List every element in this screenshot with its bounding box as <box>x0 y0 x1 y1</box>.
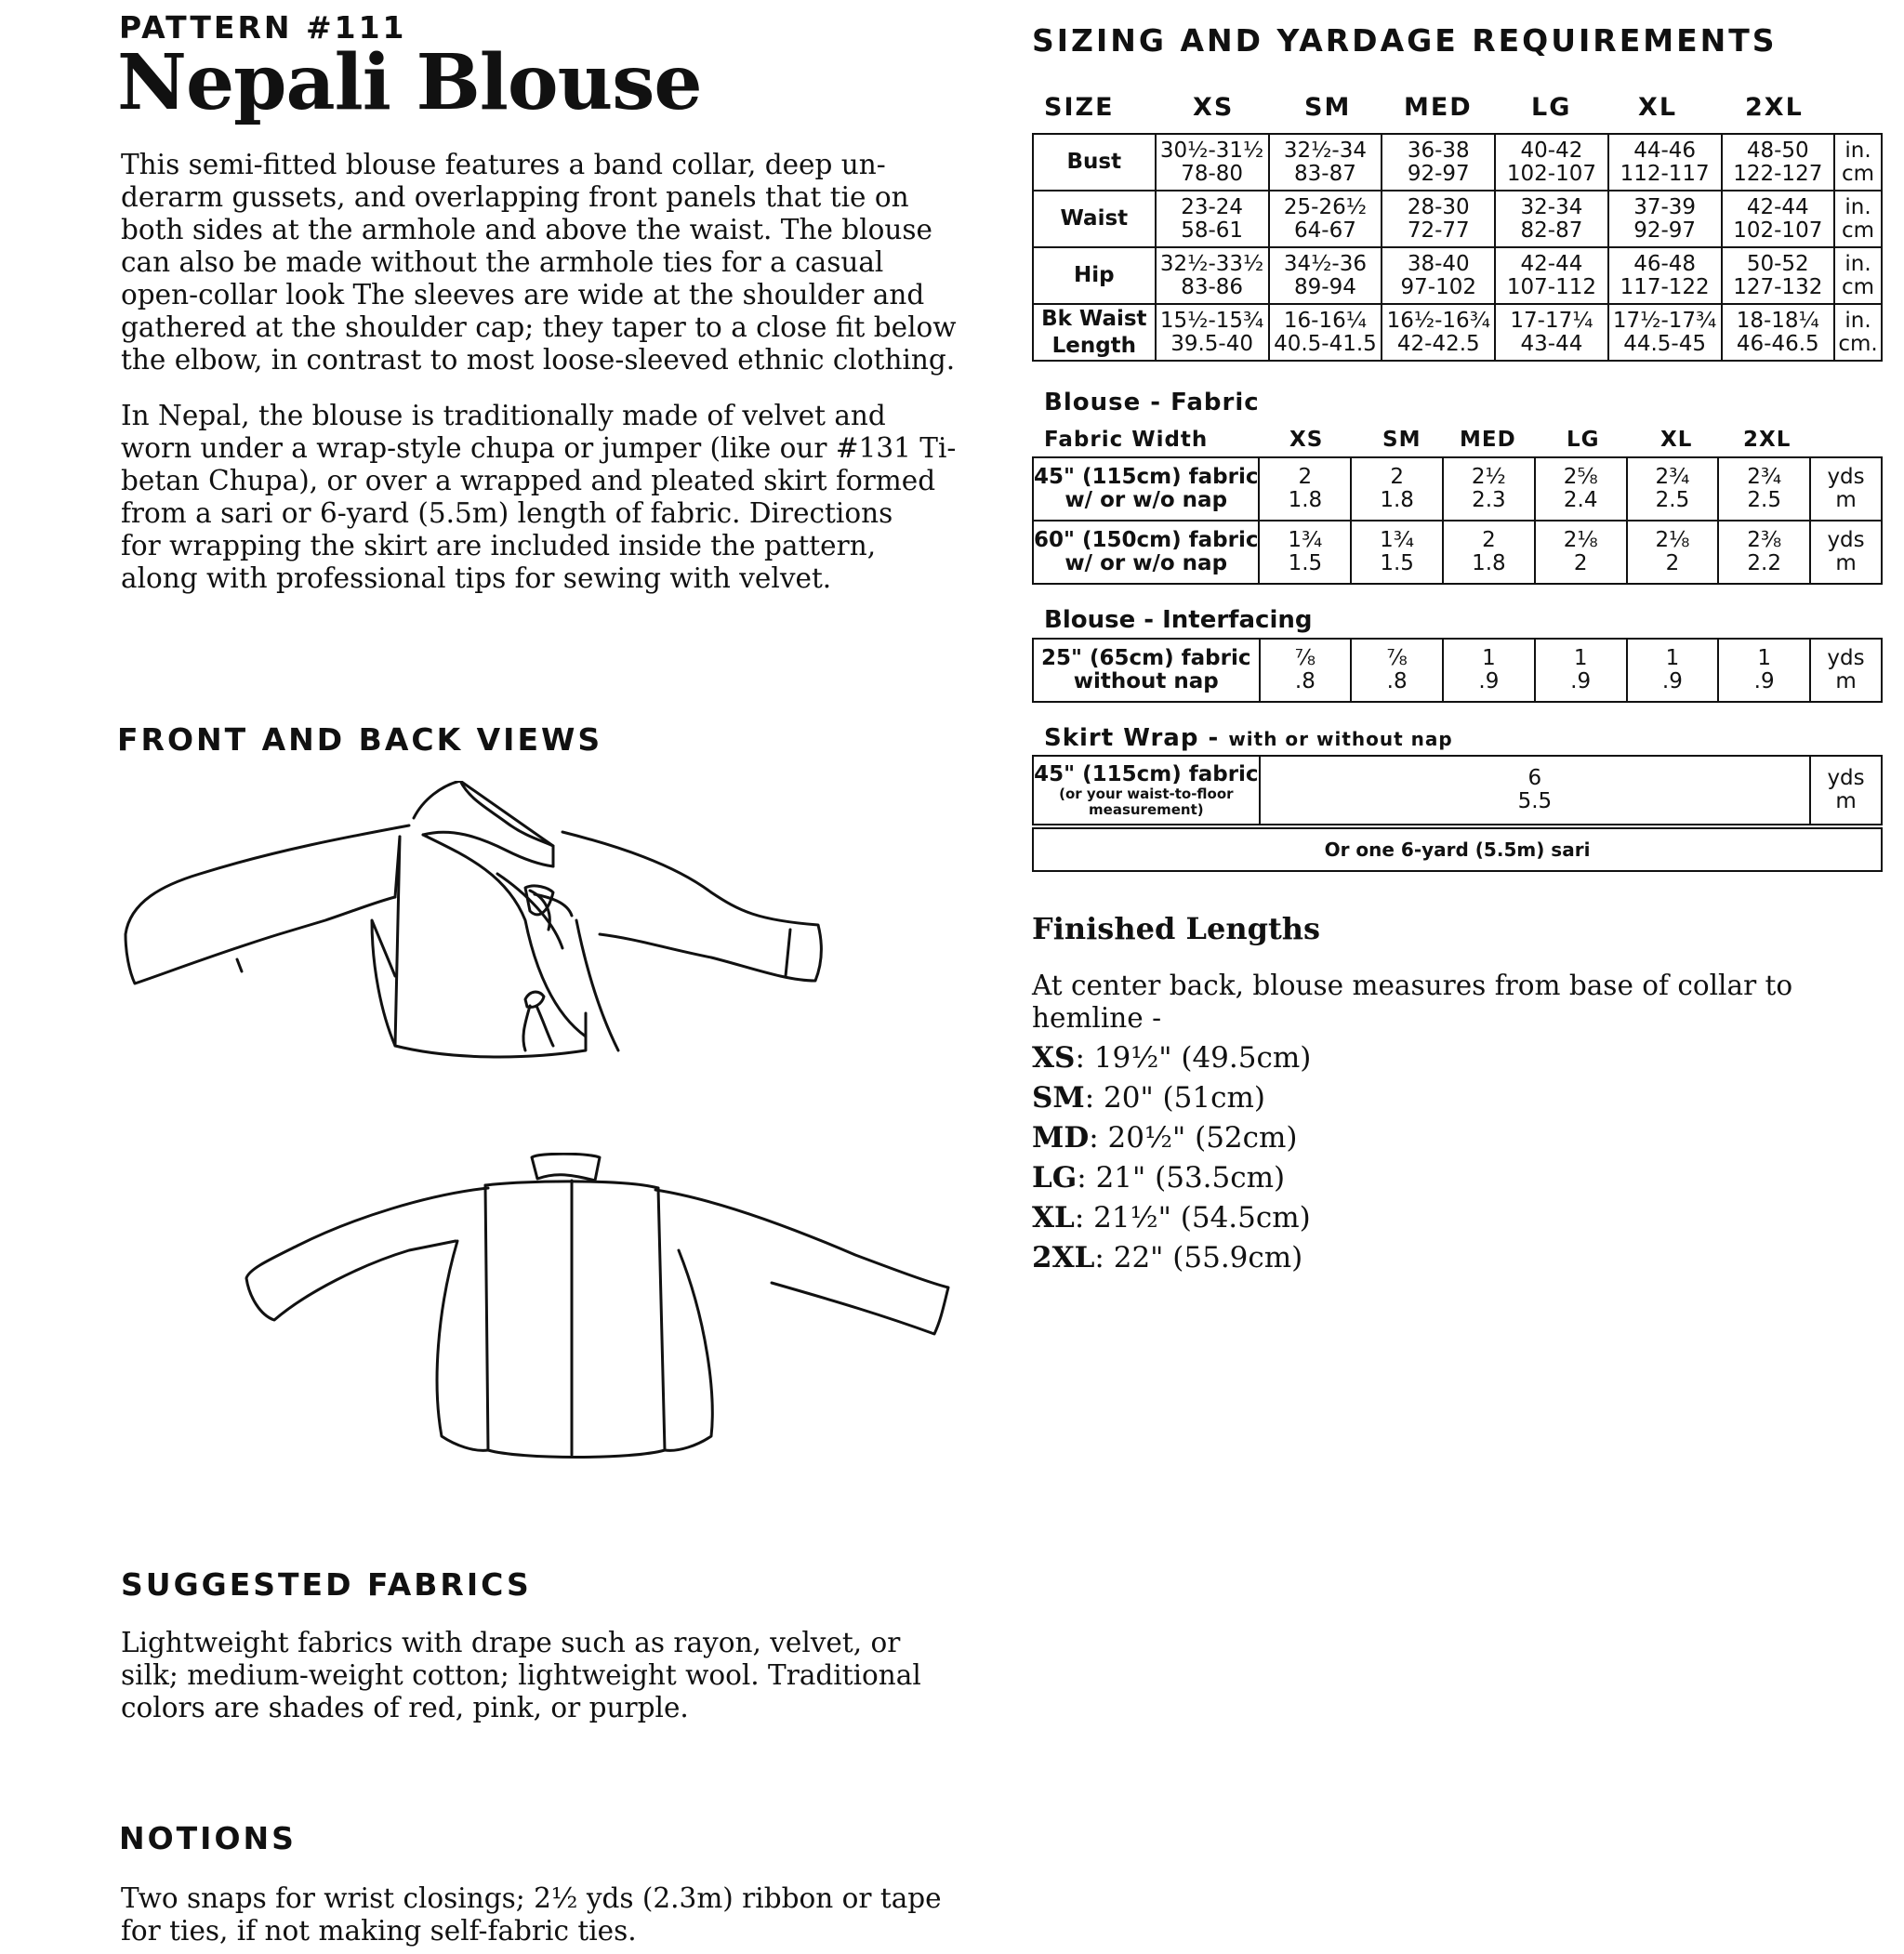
measurement-cell: 32½-33½ 83-86 <box>1156 247 1269 304</box>
size-sm: SM <box>1304 93 1352 122</box>
fabrics-heading: SUGGESTED FABRICS <box>121 1566 532 1603</box>
body-row <box>1033 247 1882 304</box>
fabric-width-label: Fabric Width <box>1044 428 1209 452</box>
measurement-cell: 30½-31½ 78-80 <box>1156 134 1269 191</box>
yardage-cell: 2⅛ 2 <box>1627 521 1719 584</box>
fabric-width-header-row <box>1032 428 1869 455</box>
measurement-cell: 38-40 97-102 <box>1382 247 1495 304</box>
front-view-illustration <box>116 781 837 1116</box>
finished-length-value: : 22" (55.9cm) <box>1094 1241 1303 1274</box>
notions-text: Two snaps for wrist closings; 2½ yds (2.3m) ribbon or tape for ties, if not making self-fabric ties. <box>121 1882 942 1947</box>
finished-length-value: : 21" (53.5cm) <box>1077 1161 1286 1195</box>
yardage-cell: 2¾ 2.5 <box>1718 457 1810 521</box>
blouse-fabric-table <box>1032 456 1883 585</box>
finished-length-size: MD <box>1032 1121 1090 1155</box>
measurement-cell: 42-44 107-112 <box>1495 247 1607 304</box>
yardage-cell: 1 .9 <box>1535 639 1627 702</box>
description-paragraph-2: In Nepal, the blouse is traditionally made of velvet and worn under a wrap-style chupa or jumper (like our #131 Ti- betan Chupa), or over a wrapped and pleated skirt formed from a sari or 6-yard (5.5m) length of fabric. Directions for wrapping the skirt are included inside the pattern, along with professional tips for sewing with velvet. <box>121 400 957 594</box>
fabrics-text: Lightweight fabrics with drape such as rayon, velvet, or silk; medium-weight cotton; lightweight wool. Traditional colors are shades of red, pink, or purple. <box>121 1627 921 1723</box>
measurement-cell: 40-42 102-107 <box>1495 134 1607 191</box>
measurement-cell: 18-18¼ 46-46.5 <box>1722 304 1834 361</box>
yardage-cell: 2¾ 2.5 <box>1627 457 1719 521</box>
measurement-cell: 37-39 92-97 <box>1608 191 1722 247</box>
skirt-wrap-value-cell <box>1260 756 1810 825</box>
yardage-cell: 2⅜ 2.2 <box>1718 521 1810 584</box>
yardage-cell: 2½ 2.3 <box>1443 457 1535 521</box>
blouse-interfacing-table <box>1032 638 1883 703</box>
skirt-wrap-note: with or without nap <box>1228 728 1453 750</box>
skirt-wrap-m: 5.5 <box>1517 789 1553 813</box>
measurement-cell: 48-50 122-127 <box>1722 134 1834 191</box>
finished-length-value: : 20½" (52cm) <box>1089 1121 1298 1155</box>
yardage-row <box>1033 639 1882 702</box>
size-xl: XL <box>1638 93 1678 122</box>
yardage-cell: ⅞ .8 <box>1351 639 1443 702</box>
fabric-size-lg: LG <box>1567 428 1600 452</box>
measurement-cell: 16-16¼ 40.5-41.5 <box>1269 304 1382 361</box>
skirt-wrap-label-small-2: measurement) <box>1089 800 1204 818</box>
fabric-size-med: MED <box>1460 428 1516 452</box>
yardage-row-label: 25" (65cm) fabric without nap <box>1033 639 1260 702</box>
pattern-number: PATTERN #111 <box>119 9 407 46</box>
body-row <box>1033 134 1882 191</box>
skirt-wrap-title: Skirt Wrap - <box>1044 724 1229 752</box>
yardage-cell: 1 .9 <box>1443 639 1535 702</box>
measurement-cell: 42-44 102-107 <box>1722 191 1834 247</box>
finished-length-value: : 20" (51cm) <box>1084 1081 1265 1115</box>
yardage-cell: 1¾ 1.5 <box>1259 521 1351 584</box>
measurement-cell: 50-52 127-132 <box>1722 247 1834 304</box>
measurement-cell: 23-24 58-61 <box>1156 191 1269 247</box>
yardage-cell: 2⅝ 2.4 <box>1535 457 1627 521</box>
measurement-cell: 15½-15¾ 39.5-40 <box>1156 304 1269 361</box>
sizing-heading: SIZING AND YARDAGE REQUIREMENTS <box>1032 22 1778 59</box>
skirt-wrap-label-cell <box>1033 756 1260 825</box>
finished-length-item <box>1032 1201 1311 1234</box>
page-title: Nepali Blouse <box>117 38 702 127</box>
finished-length-item <box>1032 1161 1285 1195</box>
skirt-wrap-table <box>1032 755 1883 825</box>
unit-cell: in. cm <box>1834 191 1882 247</box>
finished-length-size: LG <box>1032 1161 1078 1195</box>
finished-lengths-intro: At center back, blouse measures from base of collar to hemline - <box>1032 970 1793 1034</box>
unit-cell: yds m <box>1810 639 1882 702</box>
yardage-cell: 1 .9 <box>1627 639 1719 702</box>
size-label: SIZE <box>1044 93 1115 122</box>
sari-alt-text: Or one 6-yard (5.5m) sari <box>1033 828 1882 871</box>
yardage-cell: 2 1.8 <box>1259 457 1351 521</box>
fabric-size-sm: SM <box>1382 428 1421 452</box>
views-heading: FRONT AND BACK VIEWS <box>117 721 603 758</box>
fabric-size-xs: XS <box>1289 428 1324 452</box>
size-header-row <box>1032 93 1869 125</box>
yardage-row-label: 45" (115cm) fabric w/ or w/o nap <box>1033 457 1259 521</box>
unit-cell: yds m <box>1810 457 1882 521</box>
blouse-fabric-heading: Blouse - Fabric <box>1044 389 1260 416</box>
finished-length-value: : 21½" (54.5cm) <box>1074 1201 1311 1234</box>
finished-length-item <box>1032 1121 1298 1155</box>
skirt-wrap-unit-yds: yds <box>1827 766 1865 790</box>
yardage-cell: 2 1.8 <box>1443 521 1535 584</box>
yardage-cell: 2⅛ 2 <box>1535 521 1627 584</box>
body-row-label: Bk Waist Length <box>1033 304 1156 361</box>
body-row-label: Waist <box>1033 191 1156 247</box>
finished-length-size: SM <box>1032 1081 1085 1115</box>
description-paragraph-1: This semi-fitted blouse features a band collar, deep un- derarm gussets, and overlapping front panels that tie on both sides at the armhole and above the waist. The blouse can also be made without the armhole ties for a casual open-collar look The sleeves are wide at the shoulder and gathered at the shoulder cap; they taper to a close fit below the elbow, in contrast to most loose-sleeved ethnic clothing. <box>121 149 957 376</box>
finished-length-item <box>1032 1041 1311 1075</box>
back-view-illustration <box>242 1153 958 1497</box>
fabric-size-xl: XL <box>1660 428 1693 452</box>
unit-cell: in. cm. <box>1834 304 1882 361</box>
finished-length-item <box>1032 1081 1265 1115</box>
finished-length-size: XS <box>1032 1041 1076 1075</box>
yardage-row <box>1033 521 1882 584</box>
yardage-cell: 2 1.8 <box>1351 457 1443 521</box>
measurement-cell: 32-34 82-87 <box>1495 191 1607 247</box>
skirt-wrap-unit-cell <box>1810 756 1882 825</box>
notions-heading: NOTIONS <box>119 1820 297 1856</box>
unit-cell: yds m <box>1810 521 1882 584</box>
measurement-cell: 17-17¼ 43-44 <box>1495 304 1607 361</box>
measurement-cell: 36-38 92-97 <box>1382 134 1495 191</box>
measurement-cell: 46-48 117-122 <box>1608 247 1722 304</box>
unit-cell: in. cm <box>1834 247 1882 304</box>
skirt-wrap-label-small: (or your waist-to-floor <box>1059 785 1234 802</box>
measurement-cell: 28-30 72-77 <box>1382 191 1495 247</box>
body-measurement-table <box>1032 133 1883 362</box>
finished-length-size: 2XL <box>1032 1241 1095 1274</box>
measurement-cell: 16½-16¾ 42-42.5 <box>1382 304 1495 361</box>
yardage-row <box>1033 457 1882 521</box>
finished-length-size: XL <box>1032 1201 1075 1234</box>
blouse-interfacing-heading: Blouse - Interfacing <box>1044 606 1313 634</box>
yardage-cell: 1¾ 1.5 <box>1351 521 1443 584</box>
measurement-cell: 44-46 112-117 <box>1608 134 1722 191</box>
body-row <box>1033 304 1882 361</box>
measurement-cell: 17½-17¾ 44.5-45 <box>1608 304 1722 361</box>
body-row-label: Hip <box>1033 247 1156 304</box>
yardage-cell: ⅞ .8 <box>1260 639 1352 702</box>
size-2xl: 2XL <box>1745 93 1804 122</box>
finished-length-value: : 19½" (49.5cm) <box>1075 1041 1312 1075</box>
skirt-wrap-label: 45" (115cm) fabric <box>1034 761 1259 786</box>
body-row <box>1033 191 1882 247</box>
skirt-wrap-heading <box>1044 724 1453 752</box>
yardage-row-label: 60" (150cm) fabric w/ or w/o nap <box>1033 521 1259 584</box>
size-xs: XS <box>1193 93 1235 122</box>
measurement-cell: 32½-34 83-87 <box>1269 134 1382 191</box>
finished-length-item <box>1032 1241 1302 1274</box>
measurement-cell: 25-26½ 64-67 <box>1269 191 1382 247</box>
finished-lengths-heading: Finished Lengths <box>1032 911 1321 946</box>
size-lg: LG <box>1531 93 1572 122</box>
measurement-cell: 34½-36 89-94 <box>1269 247 1382 304</box>
body-row-label: Bust <box>1033 134 1156 191</box>
sari-table <box>1032 827 1883 872</box>
unit-cell: in. cm <box>1834 134 1882 191</box>
fabric-size-2xl: 2XL <box>1743 428 1792 452</box>
yardage-cell: 1 .9 <box>1718 639 1810 702</box>
skirt-wrap-yds: 6 <box>1527 766 1542 790</box>
skirt-wrap-unit-m: m <box>1835 789 1857 813</box>
size-med: MED <box>1404 93 1473 122</box>
